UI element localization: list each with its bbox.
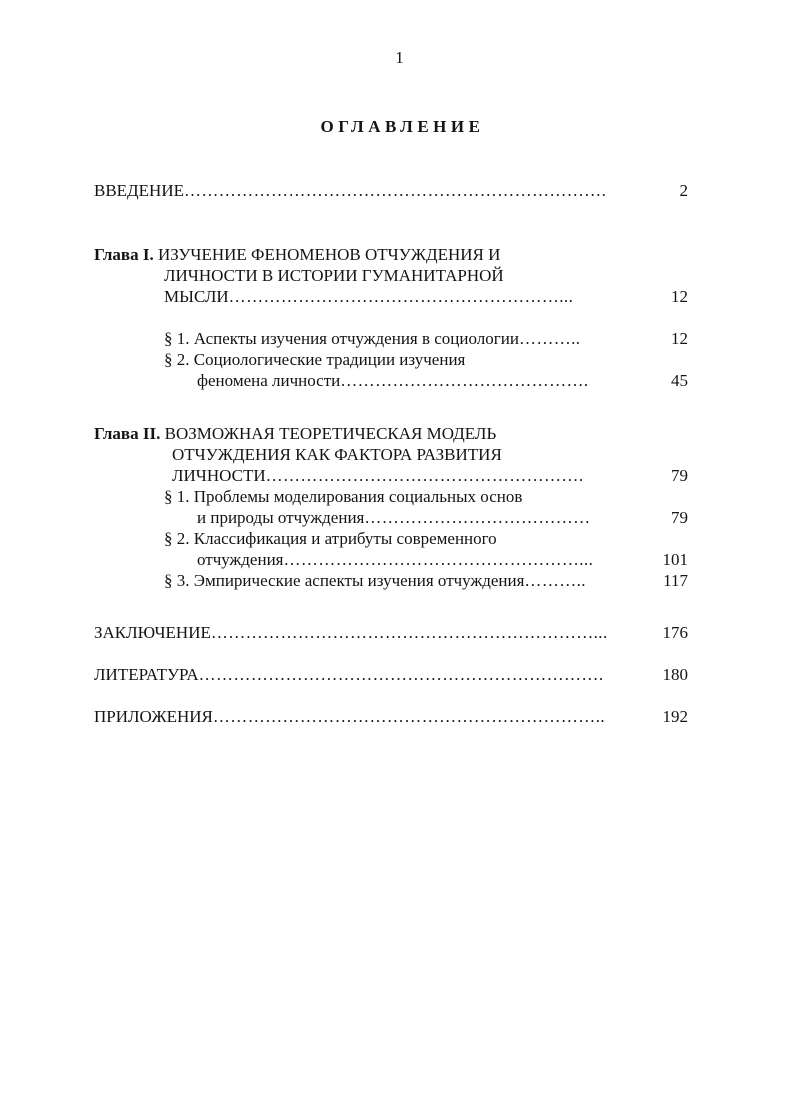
page-ref: 79 <box>671 466 688 485</box>
chapter-prefix: Глава I. <box>94 245 154 264</box>
leader-dots: ………………………………………………. <box>265 466 584 485</box>
chapter-title-line: ЛИЧНОСТИ В ИСТОРИИ ГУМАНИТАРНОЙ <box>164 266 504 285</box>
page-number: 1 <box>395 48 404 67</box>
page-ref: 176 <box>662 623 688 642</box>
section-title: отчуждения <box>197 550 284 569</box>
section-2-1: § 1. Проблемы моделирования социальных основ <box>164 487 523 506</box>
section-title: § 1. Аспекты изучения отчуждения в социологии <box>164 329 519 348</box>
chapter-title-last: МЫСЛИ <box>164 287 229 306</box>
leader-dots: ……….. <box>518 329 581 348</box>
page-ref: 45 <box>671 371 688 390</box>
toc-title: ОГЛАВЛЕНИЕ <box>320 117 485 136</box>
toc-entry-intro <box>94 180 606 201</box>
leader-dots: …………………………………………………………... <box>210 623 608 642</box>
page-ref: 101 <box>662 550 688 569</box>
leader-dots: ……………………………………………………………. <box>198 665 604 684</box>
chapter-1-heading <box>94 244 500 265</box>
toc-entry-literature <box>94 664 603 685</box>
leader-dots: ………………………………………………………………. <box>183 181 607 200</box>
page-ref: 2 <box>679 181 688 200</box>
page-ref: 12 <box>671 287 688 306</box>
toc-entry-appendix <box>94 706 605 727</box>
entry-label: ЗАКЛЮЧЕНИЕ <box>94 623 211 642</box>
section-title: и природы отчуждения <box>197 508 365 527</box>
leader-dots: ………………………………… <box>364 508 591 527</box>
chapter-title-line: ОТЧУЖДЕНИЯ КАК ФАКТОРА РАЗВИТИЯ <box>172 445 502 464</box>
chapter-title-line <box>172 465 583 486</box>
section-title-cont <box>197 370 589 391</box>
chapter-title-last: ЛИЧНОСТИ <box>172 466 266 485</box>
chapter-prefix: Глава II. <box>94 424 161 443</box>
section-1-1 <box>164 328 580 349</box>
leader-dots: ……………………………………………... <box>283 550 594 569</box>
chapter-title-line: ИЗУЧЕНИЕ ФЕНОМЕНОВ ОТЧУЖДЕНИЯ И <box>157 245 501 264</box>
page-ref: 192 <box>662 707 688 726</box>
chapter-title-line <box>164 286 573 307</box>
leader-dots: ……….. <box>524 571 586 590</box>
section-title: § 3. Эмпирические аспекты изучения отчуждения <box>164 571 525 590</box>
entry-label: ВВЕДЕНИЕ <box>94 181 184 200</box>
section-2-2: § 2. Классификация и атрибуты современного <box>164 529 497 548</box>
section-title-cont <box>197 507 591 528</box>
chapter-title-line: ВОЗМОЖНАЯ ТЕОРЕТИЧЕСКАЯ МОДЕЛЬ <box>164 424 497 443</box>
leader-dots: …………………………………………………... <box>228 287 574 306</box>
page-ref: 180 <box>662 665 688 684</box>
page-ref: 12 <box>671 329 688 348</box>
leader-dots: ………………………………………………………….. <box>212 707 606 726</box>
section-title: феномена личности <box>197 371 341 390</box>
page-ref: 79 <box>671 508 688 527</box>
section-title-cont <box>197 549 593 570</box>
leader-dots: ……………………………………. <box>340 371 589 390</box>
section-2-3 <box>164 570 586 591</box>
chapter-2-heading <box>94 423 496 444</box>
page-ref: 117 <box>663 571 688 590</box>
toc-entry-conclusion <box>94 622 608 643</box>
section-1-2: § 2. Социологические традиции изучения <box>164 350 466 369</box>
entry-label: ЛИТЕРАТУРА <box>94 665 199 684</box>
entry-label: ПРИЛОЖЕНИЯ <box>94 707 213 726</box>
